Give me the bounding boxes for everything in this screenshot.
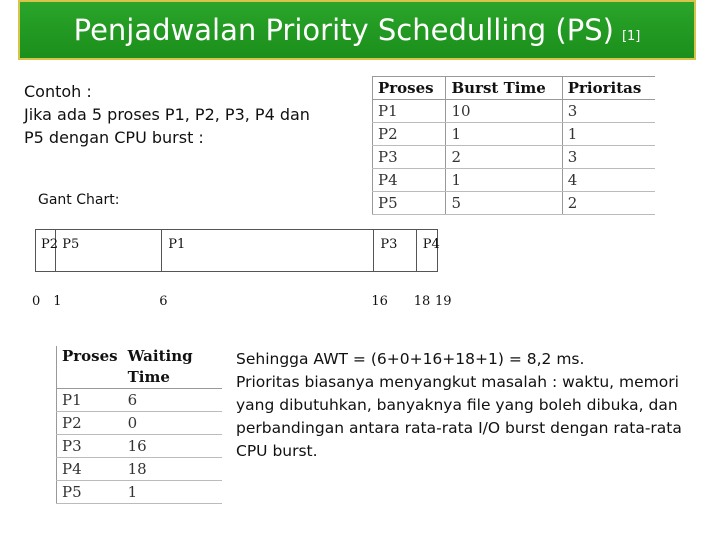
intro-text bbox=[24, 80, 310, 149]
gantt-segment-p2: P2 bbox=[35, 230, 56, 271]
table-row bbox=[373, 100, 656, 123]
cell: P5 bbox=[57, 481, 123, 504]
table-header-row bbox=[57, 346, 223, 389]
gantt-tick-label: 6 bbox=[159, 294, 168, 309]
citation-ref: [1] bbox=[621, 28, 641, 44]
cell: P1 bbox=[373, 100, 446, 123]
cell: 5 bbox=[446, 192, 562, 215]
header-waiting-time: Waiting Time bbox=[123, 346, 222, 389]
cell: P4 bbox=[373, 169, 446, 192]
cell: 2 bbox=[562, 192, 655, 215]
gantt-segment-p5: P5 bbox=[56, 230, 162, 271]
summary-text bbox=[236, 348, 706, 463]
cell: P1 bbox=[57, 389, 123, 412]
cell: P2 bbox=[373, 123, 446, 146]
gantt-tick-label: 16 bbox=[371, 294, 388, 309]
cell: 1 bbox=[446, 123, 562, 146]
cell: 2 bbox=[446, 146, 562, 169]
waiting-time-table bbox=[56, 346, 222, 504]
cell: 1 bbox=[123, 481, 222, 504]
cell: 18 bbox=[123, 458, 222, 481]
table-row bbox=[57, 458, 223, 481]
header-proses: Proses bbox=[373, 77, 446, 100]
awt-line: Sehingga AWT = (6+0+16+18+1) = 8,2 ms. bbox=[236, 350, 585, 368]
table-row bbox=[373, 169, 656, 192]
cell: 1 bbox=[446, 169, 562, 192]
cell: P5 bbox=[373, 192, 446, 215]
intro-line: P5 dengan CPU burst : bbox=[24, 128, 204, 147]
cell: P2 bbox=[57, 412, 123, 435]
cell: 3 bbox=[562, 100, 655, 123]
gantt-tick-label: 19 bbox=[435, 294, 452, 309]
cell: P4 bbox=[57, 458, 123, 481]
cell: P3 bbox=[57, 435, 123, 458]
cell: 3 bbox=[562, 146, 655, 169]
gantt-tick-label: 0 bbox=[32, 294, 41, 309]
cell: 4 bbox=[562, 169, 655, 192]
cell: 10 bbox=[446, 100, 562, 123]
gantt-segment-p1: P1 bbox=[162, 230, 374, 271]
cell: P3 bbox=[373, 146, 446, 169]
cell: 1 bbox=[562, 123, 655, 146]
intro-line: Jika ada 5 proses P1, P2, P3, P4 dan bbox=[24, 105, 310, 124]
table-row bbox=[373, 146, 656, 169]
header-burst-time: Burst Time bbox=[446, 77, 562, 100]
gantt-segment-p3: P3 bbox=[374, 230, 416, 271]
table-row bbox=[373, 192, 656, 215]
burst-time-table bbox=[372, 76, 655, 215]
priority-note: Prioritas biasanya menyangkut masalah : waktu, memori yang dibutuhkan, banyaknya file yang boleh dibuka, dan perbandingan antara rata-rata I/O burst dengan rata-rata CPU burst. bbox=[236, 373, 682, 460]
header-prioritas: Prioritas bbox=[562, 77, 655, 100]
table-row bbox=[57, 412, 223, 435]
intro-line: Contoh : bbox=[24, 82, 92, 101]
gantt-tick-label: 1 bbox=[53, 294, 62, 309]
gantt-label: Gant Chart: bbox=[38, 192, 120, 208]
table-row bbox=[373, 123, 656, 146]
cell: 0 bbox=[123, 412, 222, 435]
table-row bbox=[57, 389, 223, 412]
header-proses: Proses bbox=[57, 346, 123, 389]
gantt-segment-p4: P4 bbox=[422, 237, 440, 252]
table-row bbox=[57, 435, 223, 458]
cell: 6 bbox=[123, 389, 222, 412]
table-header-row bbox=[373, 77, 656, 100]
cell: 16 bbox=[123, 435, 222, 458]
slide-title: Penjadwalan Priority Schedulling (PS) bbox=[73, 13, 614, 47]
gantt-chart bbox=[35, 229, 438, 272]
slide-title-bar bbox=[18, 0, 696, 60]
gantt-tick-label: 18 bbox=[413, 294, 431, 309]
table-row bbox=[57, 481, 223, 504]
